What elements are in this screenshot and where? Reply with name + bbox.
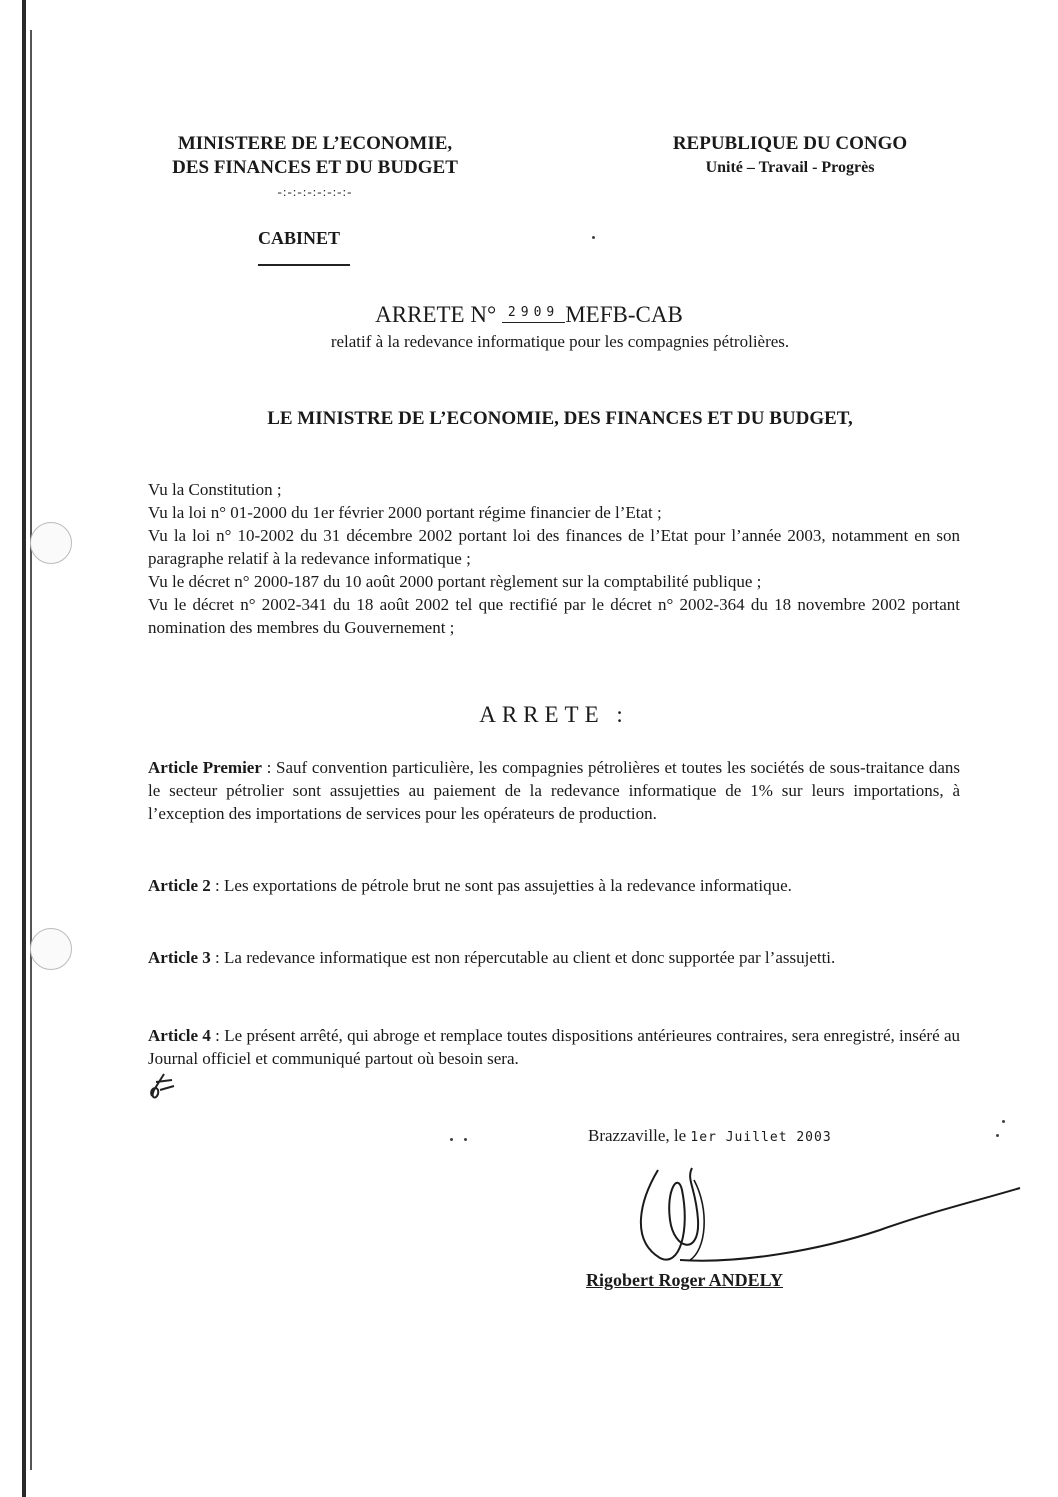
scan-speck [592,236,595,239]
place: Brazzaville, le [588,1126,687,1145]
article-text: Le présent arrêté, qui abroge et remplace toutes dispositions antérieures contraires, sera enregistré, inséré au Journal officiel et communiqué partout où besoin sera. [148,1026,960,1068]
initial-mark [146,1070,180,1104]
article-2 [148,874,960,897]
decree-number: 2909 [502,305,565,323]
decree-subtitle: relatif à la redevance informatique pour les compagnies pétrolières. [330,332,790,351]
country-header [650,132,930,180]
scan-speck [1002,1120,1005,1123]
article-label: Article 3 [148,948,211,967]
signature [620,1160,1040,1280]
visa-item: Vu le décret n° 2000-187 du 10 août 2000 portant règlement sur la comptabilité publique ; [148,572,762,591]
ministry-line-2: DES FINANCES ET DU BUDGET [172,157,458,178]
scan-speck [450,1138,453,1141]
article-text: Sauf convention particulière, les compagnies pétrolières et toutes les sociétés de sous-traitance dans le secteur pétrolier sont assujetties au paiement de la redevance informatique de 1% sur leurs importations, à l’exception des importations de services pour les opérateurs de production. [148,758,960,823]
ministry-line-1: MINISTERE DE L’ECONOMIE, [177,133,453,154]
scan-edge-inner [30,30,32,1470]
country-name: REPUBLIQUE DU CONGO [672,133,908,154]
place-date [588,1126,832,1146]
article-3 [148,946,960,969]
article-4 [148,1024,960,1070]
signatory-name: Rigobert Roger ANDELY [586,1270,783,1290]
decree-title-suffix: MEFB-CAB [565,302,683,327]
decree-title [0,302,1058,328]
office-underline [258,264,350,266]
visa-item: Vu le décret n° 2002-341 du 18 août 2002 tel que rectifié par le décret n° 2002-364 du 18 novembre 2002 portant nomination des membres du Gouvernement ; [148,595,960,637]
visas-block [148,478,960,639]
article-separator: : [210,1026,225,1045]
article-label: Article 4 [148,1026,211,1045]
visa-item: Vu la loi n° 10-2002 du 31 décembre 2002 portant loi des finances de l’Etat pour l’année 2003, notamment en son paragraphe relatif à la redevance informatique ; [148,526,960,568]
visa-item: Vu la loi n° 01-2000 du 1er février 2000 portant régime financier de l’Etat ; [148,503,662,522]
minister-heading: LE MINISTRE DE L’ECONOMIE, DES FINANCES ET DU BUDGET, [267,408,853,429]
date: 1er Juillet 2003 [690,1130,832,1145]
decree-title-prefix: ARRETE N° [375,302,497,327]
decides-heading: ARRETE : [479,702,629,727]
office-label: CABINET [258,228,341,248]
punch-hole [30,928,72,970]
header-separator: -:-:-:-:-:-:-:- [277,184,353,199]
article-separator: : [210,948,225,967]
article-text: Les exportations de pétrole brut ne sont pas assujetties à la redevance informatique. [224,876,792,895]
scan-speck [996,1134,999,1137]
article-1 [148,756,960,825]
country-motto: Unité – Travail - Progrès [705,159,875,176]
visa-item: Vu la Constitution ; [148,480,282,499]
article-label: Article 2 [148,876,211,895]
article-separator: : [210,876,225,895]
article-text: La redevance informatique est non répercutable au client et donc supportée par l’assujetti. [224,948,836,967]
article-separator: : [261,758,277,777]
punch-hole [30,522,72,564]
ministry-header [150,132,480,204]
article-label: Article Premier [148,758,262,777]
scan-speck [464,1138,467,1141]
scan-edge [22,0,26,1497]
